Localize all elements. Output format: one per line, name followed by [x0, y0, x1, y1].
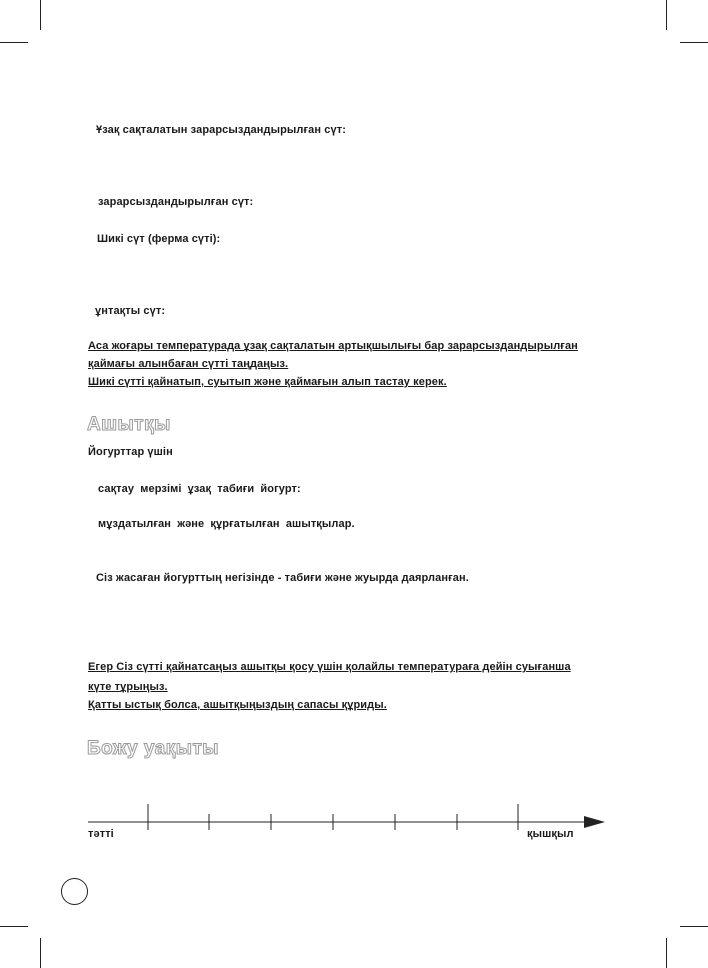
starter-intro: Йогурттар үшін	[88, 446, 173, 458]
crop-mark	[680, 926, 708, 927]
timeline-right-label: қышқыл	[527, 828, 574, 840]
crop-mark	[40, 0, 41, 30]
starter-item-3: Сіз жасаған йогурттың негізінде - табиғи және жуырда даярланған.	[96, 572, 469, 584]
page-number-circle	[61, 878, 88, 905]
starter-item-1: сақтау мерзімі ұзақ табиғи йогурт:	[98, 483, 301, 495]
crop-mark	[666, 938, 667, 968]
starter-note-line-1: Егер Сіз сүтті қайнатсаңыз ашытқы қосу үшін қолайлы температураға дейін суығанша	[88, 661, 571, 673]
milk-uht-label: Ұзақ сақталатын зарарсыздандырылған сүт:	[96, 124, 346, 136]
starter-heading: Ашытқы	[87, 414, 171, 435]
timeline-arrow-icon	[584, 816, 605, 828]
starter-item-2: мұздатылған және құрғатылған ашытқылар.	[98, 518, 355, 530]
timeline-left-label: тәтті	[88, 828, 114, 840]
milk-note-line-1: Аса жоғары температурада ұзақ сақталатын артықшылығы бар зарарсыздандырылған	[88, 340, 578, 352]
milk-powdered-label: ұнтақты сүт:	[95, 305, 166, 317]
milk-raw-label: Шикі сүт (ферма сүті):	[97, 233, 221, 245]
milk-note-line-3: Шикі сүтті қайнатып, суытып және қаймағын алып тастау керек.	[88, 376, 447, 388]
crop-mark	[0, 42, 28, 43]
crop-mark	[0, 926, 28, 927]
crop-mark	[666, 0, 667, 30]
milk-note-line-2: қаймағы алынбаған сүтті таңдаңыз.	[88, 358, 289, 370]
crop-mark	[40, 938, 41, 968]
starter-note-line-3: Қатты ыстық болса, ашытқыңыздың сапасы құриды.	[88, 699, 387, 711]
crop-mark	[680, 42, 708, 43]
fermentation-heading: Божу уақыты	[87, 738, 219, 759]
starter-note-line-2: күте тұрыңыз.	[88, 681, 168, 693]
milk-pasteurized-label: зарарсыздандырылған сүт:	[98, 196, 254, 208]
